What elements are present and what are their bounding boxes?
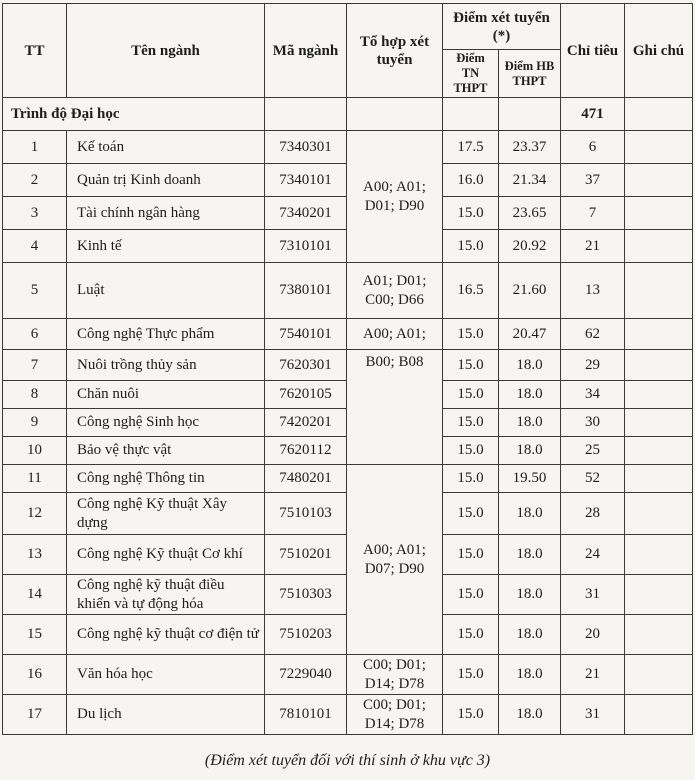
row-note [625, 493, 693, 535]
combo-group-5: C00; D01; D14; D78 [347, 655, 443, 695]
row-name: Công nghệ Kỹ thuật Xây dựng [67, 493, 265, 535]
combo-group-2: A01; D01; C00; D66 [347, 263, 443, 319]
row-tn: 15.0 [443, 655, 499, 695]
row-hb: 21.34 [499, 164, 561, 197]
row-note [625, 319, 693, 350]
row-name: Tài chính ngân hàng [67, 197, 265, 230]
row-quota: 13 [561, 263, 625, 319]
row-code: 7510203 [265, 615, 347, 655]
row-hb: 19.50 [499, 465, 561, 493]
row-tn: 15.0 [443, 695, 499, 735]
header-diem-hb: Điểm HB THPT [499, 50, 561, 98]
row-quota: 37 [561, 164, 625, 197]
row-note [625, 615, 693, 655]
row-quota: 28 [561, 493, 625, 535]
row-name: Văn hóa học [67, 655, 265, 695]
row-code: 7540101 [265, 319, 347, 350]
row-tt: 9 [3, 409, 67, 437]
table-row [3, 319, 693, 350]
combo-group-6: C00; D01; D14; D78 [347, 695, 443, 735]
row-hb: 20.47 [499, 319, 561, 350]
row-quota: 21 [561, 655, 625, 695]
table-row [3, 263, 693, 319]
row-quota: 20 [561, 615, 625, 655]
row-note [625, 381, 693, 409]
row-name: Kinh tế [67, 230, 265, 263]
row-tt: 12 [3, 493, 67, 535]
row-hb: 18.0 [499, 437, 561, 465]
header-row [3, 4, 693, 50]
row-quota: 31 [561, 695, 625, 735]
row-hb: 23.37 [499, 131, 561, 164]
row-tn: 15.0 [443, 409, 499, 437]
row-hb: 23.65 [499, 197, 561, 230]
row-note [625, 535, 693, 575]
row-tt: 4 [3, 230, 67, 263]
section-label: Trình độ Đại học [3, 98, 265, 131]
row-note [625, 655, 693, 695]
row-tt: 3 [3, 197, 67, 230]
header-tt: TT [3, 4, 67, 98]
row-tt: 16 [3, 655, 67, 695]
row-code: 7620301 [265, 350, 347, 381]
row-note [625, 437, 693, 465]
row-tn: 15.0 [443, 615, 499, 655]
row-quota: 25 [561, 437, 625, 465]
row-tt: 1 [3, 131, 67, 164]
row-hb: 18.0 [499, 535, 561, 575]
section-total: 471 [561, 98, 625, 131]
section-row [3, 98, 693, 131]
row-tt: 5 [3, 263, 67, 319]
row-name: Chăn nuôi [67, 381, 265, 409]
table-row [3, 131, 693, 164]
row-tn: 15.0 [443, 437, 499, 465]
row-name: Luật [67, 263, 265, 319]
row-code: 7380101 [265, 263, 347, 319]
row-tn: 16.5 [443, 263, 499, 319]
row-code: 7620105 [265, 381, 347, 409]
row-note [625, 164, 693, 197]
row-note [625, 197, 693, 230]
row-note [625, 695, 693, 735]
row-tt: 7 [3, 350, 67, 381]
row-tt: 10 [3, 437, 67, 465]
combo-group-3b: B00; B08 [347, 350, 443, 465]
admission-table-wrapper [2, 3, 693, 735]
row-code: 7510201 [265, 535, 347, 575]
row-note [625, 409, 693, 437]
table-row [3, 350, 693, 381]
row-code: 7510303 [265, 575, 347, 615]
row-quota: 34 [561, 381, 625, 409]
row-code: 7510103 [265, 493, 347, 535]
row-tn: 15.0 [443, 350, 499, 381]
row-note [625, 263, 693, 319]
header-ma-nganh: Mã ngành [265, 4, 347, 98]
header-ghi-chu: Ghi chú [625, 4, 693, 98]
row-code: 7310101 [265, 230, 347, 263]
row-name: Công nghệ Thực phẩm [67, 319, 265, 350]
row-code: 7810101 [265, 695, 347, 735]
row-code: 7480201 [265, 465, 347, 493]
row-quota: 62 [561, 319, 625, 350]
row-tt: 13 [3, 535, 67, 575]
combo-group-3a: A00; A01; [347, 319, 443, 350]
row-quota: 29 [561, 350, 625, 381]
row-hb: 18.0 [499, 381, 561, 409]
row-note [625, 575, 693, 615]
row-code: 7620112 [265, 437, 347, 465]
row-hb: 21.60 [499, 263, 561, 319]
row-name: Công nghệ Thông tin [67, 465, 265, 493]
combo-group-1: A00; A01; D01; D90 [347, 131, 443, 263]
row-hb: 18.0 [499, 409, 561, 437]
row-hb: 18.0 [499, 575, 561, 615]
row-tt: 14 [3, 575, 67, 615]
table-row [3, 695, 693, 735]
row-name: Công nghệ kỹ thuật điều khiển và tự động hóa [67, 575, 265, 615]
row-note [625, 350, 693, 381]
row-tt: 6 [3, 319, 67, 350]
row-tn: 15.0 [443, 319, 499, 350]
row-name: Nuôi trồng thủy sản [67, 350, 265, 381]
row-hb: 18.0 [499, 615, 561, 655]
row-code: 7340101 [265, 164, 347, 197]
row-tn: 15.0 [443, 230, 499, 263]
row-hb: 18.0 [499, 350, 561, 381]
admission-score-table [2, 3, 693, 735]
row-tn: 15.0 [443, 575, 499, 615]
row-name: Bảo vệ thực vật [67, 437, 265, 465]
header-chi-tieu: Chỉ tiêu [561, 4, 625, 98]
row-tn: 16.0 [443, 164, 499, 197]
row-hb: 20.92 [499, 230, 561, 263]
row-name: Du lịch [67, 695, 265, 735]
row-note [625, 230, 693, 263]
combo-group-4: A00; A01; D07; D90 [347, 465, 443, 655]
table-row [3, 655, 693, 695]
header-diem-xet-tuyen: Điểm xét tuyển (*) [443, 4, 561, 50]
row-hb: 18.0 [499, 493, 561, 535]
row-code: 7340201 [265, 197, 347, 230]
row-tt: 15 [3, 615, 67, 655]
row-name: Công nghệ Sinh học [67, 409, 265, 437]
row-code: 7340301 [265, 131, 347, 164]
row-note [625, 131, 693, 164]
row-code: 7420201 [265, 409, 347, 437]
row-name: Công nghệ Kỹ thuật Cơ khí [67, 535, 265, 575]
row-tn: 15.0 [443, 535, 499, 575]
row-quota: 6 [561, 131, 625, 164]
header-diem-tn: Điểm TN THPT [443, 50, 499, 98]
row-name: Quản trị Kinh doanh [67, 164, 265, 197]
row-quota: 7 [561, 197, 625, 230]
row-name: Kế toán [67, 131, 265, 164]
row-tt: 8 [3, 381, 67, 409]
table-caption: (Điểm xét tuyển đối với thí sinh ở khu vực 3) [204, 752, 491, 769]
row-tn: 15.0 [443, 493, 499, 535]
row-quota: 24 [561, 535, 625, 575]
row-quota: 21 [561, 230, 625, 263]
row-tn: 15.0 [443, 381, 499, 409]
row-quota: 30 [561, 409, 625, 437]
row-note [625, 465, 693, 493]
row-quota: 52 [561, 465, 625, 493]
row-tn: 17.5 [443, 131, 499, 164]
row-tn: 15.0 [443, 197, 499, 230]
row-quota: 31 [561, 575, 625, 615]
row-code: 7229040 [265, 655, 347, 695]
row-tt: 2 [3, 164, 67, 197]
row-name: Công nghệ kỹ thuật cơ điện tử [67, 615, 265, 655]
row-tt: 11 [3, 465, 67, 493]
header-ten-nganh: Tên ngành [67, 4, 265, 98]
table-row [3, 465, 693, 493]
row-hb: 18.0 [499, 655, 561, 695]
row-tt: 17 [3, 695, 67, 735]
row-hb: 18.0 [499, 695, 561, 735]
row-tn: 15.0 [443, 465, 499, 493]
header-to-hop: Tổ hợp xét tuyển [347, 4, 443, 98]
